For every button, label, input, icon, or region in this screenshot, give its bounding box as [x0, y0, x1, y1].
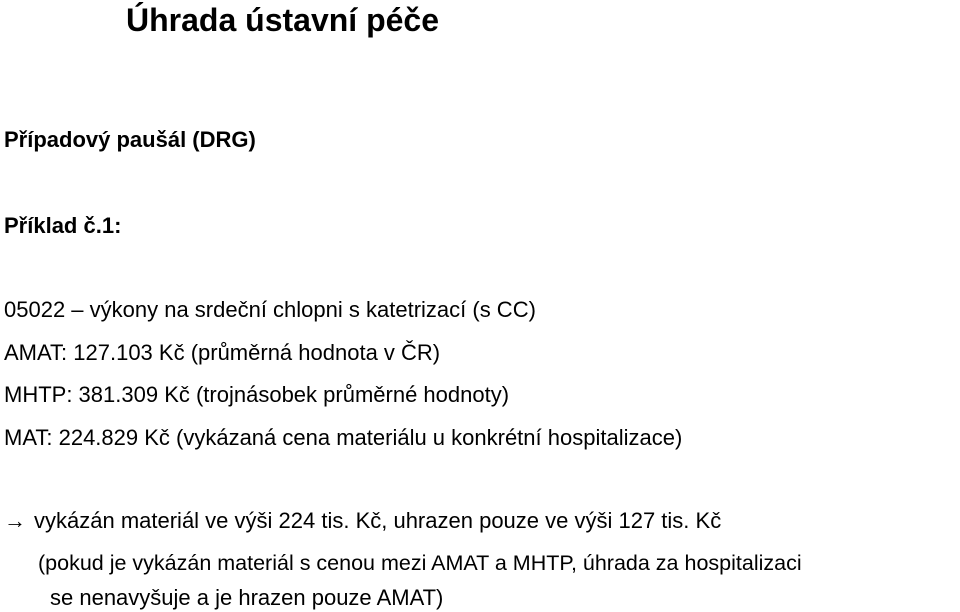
- subtitle: Případový paušál (DRG): [4, 127, 256, 152]
- mat-line: MAT: 224.829 Kč (vykázaná cena materiálu u konkrétní hospitalizace): [4, 425, 683, 450]
- result-line-3: se nenavyšuje a je hrazen pouze AMAT): [50, 585, 444, 610]
- result-text-1: vykázán materiál ve výši 224 tis. Kč, uhrazen pouze ve výši 127 tis. Kč: [34, 508, 722, 533]
- drg-code-line: 05022 – výkony na srdeční chlopni s katetrizací (s CC): [4, 297, 536, 322]
- slide-title: Úhrada ústavní péče: [126, 2, 439, 38]
- amat-line: AMAT: 127.103 Kč (průměrná hodnota v ČR): [4, 340, 441, 365]
- example-label: Příklad č.1:: [4, 213, 122, 238]
- mhtp-line: MHTP: 381.309 Kč (trojnásobek průměrné hodnoty): [4, 382, 510, 407]
- arrow-right-icon: →: [4, 508, 26, 533]
- result-line-1: [4, 507, 721, 535]
- result-line-2: (pokud je vykázán materiál s cenou mezi AMAT a MHTP, úhrada za hospitalizaci: [38, 551, 802, 575]
